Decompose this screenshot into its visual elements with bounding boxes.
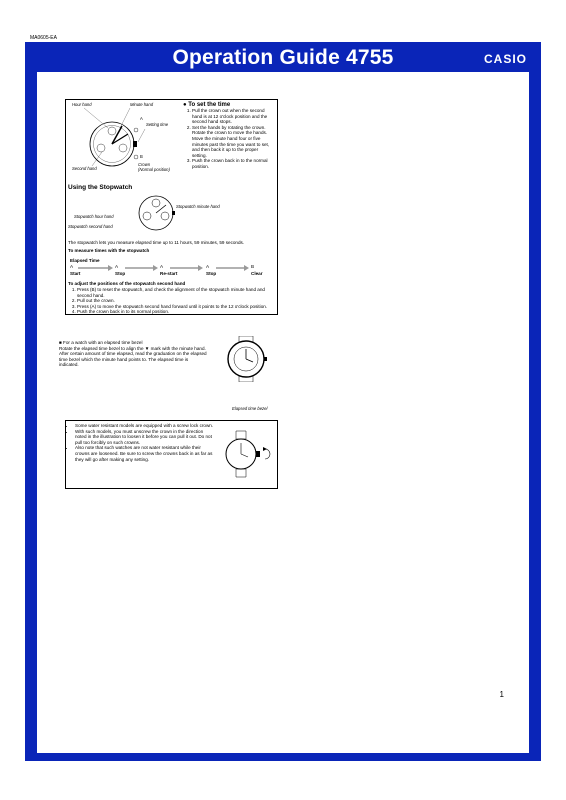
- sequence-label: Re-start: [160, 271, 178, 276]
- adjust-step: 2. Pull out the crown.: [77, 298, 281, 304]
- set-time-section: [183, 102, 273, 170]
- set-time-heading: ● To set the time: [183, 102, 231, 108]
- label-btn-a: A: [140, 116, 143, 121]
- label-crown: Crown: [138, 162, 151, 167]
- page-frame: [25, 42, 541, 761]
- brand-logo: CASIO: [483, 52, 527, 66]
- bezel-section: [59, 340, 209, 368]
- note-item: • With such models, you must unscrew the crown in the direction noted in the illustration to loosen it before you can pull it out. Do not pull too forcibly on such crowns.: [75, 429, 215, 446]
- label-btn-b: B: [140, 154, 143, 159]
- bezel-watch-illustration: [221, 336, 271, 382]
- sequence-label: Stop: [206, 271, 217, 276]
- label-normal-position: (Normal position): [138, 167, 170, 172]
- notes-box: [65, 420, 278, 489]
- label-stopwatch-second-hand: Stopwatch second hand: [68, 224, 113, 229]
- label-stopwatch-minute-hand: Stopwatch minute hand: [176, 204, 220, 209]
- label-second-hand: Second hand: [72, 166, 97, 171]
- measure-heading: To measure times with the stopwatch: [68, 248, 150, 253]
- page-title: Operation Guide 4755: [172, 46, 394, 69]
- label-minute-hand: Minute hand: [130, 102, 154, 107]
- set-time-step: 1. Pull the crown out when the second hand is at 12 o'clock position and the second hand stops.: [192, 108, 273, 125]
- sequence-key: A: [160, 264, 164, 269]
- main-box: [65, 99, 278, 315]
- set-time-step: 3. Push the crown back in to the normal position.: [192, 158, 273, 169]
- label-setting-time: Setting time: [146, 122, 169, 127]
- set-time-step: 2. Set the hands by rotating the crown. Rotate the crown to move the hands. Move the minute hand four or five minutes past the time you want to set, and then back it up to the proper setting.: [192, 125, 273, 159]
- sequence-key: A: [206, 264, 210, 269]
- sequence-key: A: [70, 264, 74, 269]
- note-item: • Also note that such watches are not water resistant while their crowns are loosened. Be sure to screw the crowns back in as far as they will go after making any setting.: [75, 445, 215, 462]
- adjust-step: 1. Press (B) to reset the stopwatch, and check the alignment of the stopwatch minute hand and second hand.: [77, 287, 281, 298]
- bezel-text: Rotate the elapsed time bezel to align the ▼ mark with the minute hand. After certain amount of time elapsed, read the graduation on the elapsed time bezel which the minute hand points to. The elapsed time is indicated.: [59, 345, 207, 368]
- bezel-heading: ■ For a watch with an elapsed time bezel: [59, 340, 143, 345]
- sequence-key: B: [251, 264, 255, 269]
- sequence-label: Start: [70, 271, 81, 276]
- sequence-label: Stop: [115, 271, 126, 276]
- adjust-step: 4. Push the crown back in to its normal position.: [77, 309, 281, 315]
- adjust-steps: [68, 287, 281, 315]
- set-time-steps: [183, 108, 273, 170]
- adjust-step: 3. Press (A) to move the stopwatch second hand forward until it points to the 12 o'clock position.: [77, 304, 281, 310]
- page-body: [37, 72, 529, 753]
- label-stopwatch-hour-hand: Stopwatch hour hand: [74, 214, 114, 219]
- notes-list: [68, 423, 215, 462]
- adjust-heading: To adjust the positions of the stopwatch second hand: [68, 281, 186, 286]
- sequence-label: Clear: [251, 271, 263, 276]
- bezel-caption: Elapsed time bezel: [232, 406, 268, 411]
- document-code: MA0605-EA: [30, 35, 57, 41]
- sequence-key: A: [115, 264, 119, 269]
- stopwatch-illustration: [136, 193, 176, 233]
- stopwatch-intro: The stopwatch lets you measure elapsed time up to 11 hours, 59 minutes, 59 seconds.: [68, 240, 245, 245]
- header-bar: [25, 42, 541, 72]
- page-number: 1: [499, 690, 504, 699]
- label-hour-hand: Hour hand: [72, 102, 92, 107]
- stopwatch-heading: Using the Stopwatch: [68, 184, 133, 191]
- screw-crown-illustration: [216, 429, 272, 479]
- elapsed-label: Elapsed Time: [70, 258, 100, 263]
- note-item: • Some water resistant models are equipped with a screw lock crown.: [75, 423, 215, 429]
